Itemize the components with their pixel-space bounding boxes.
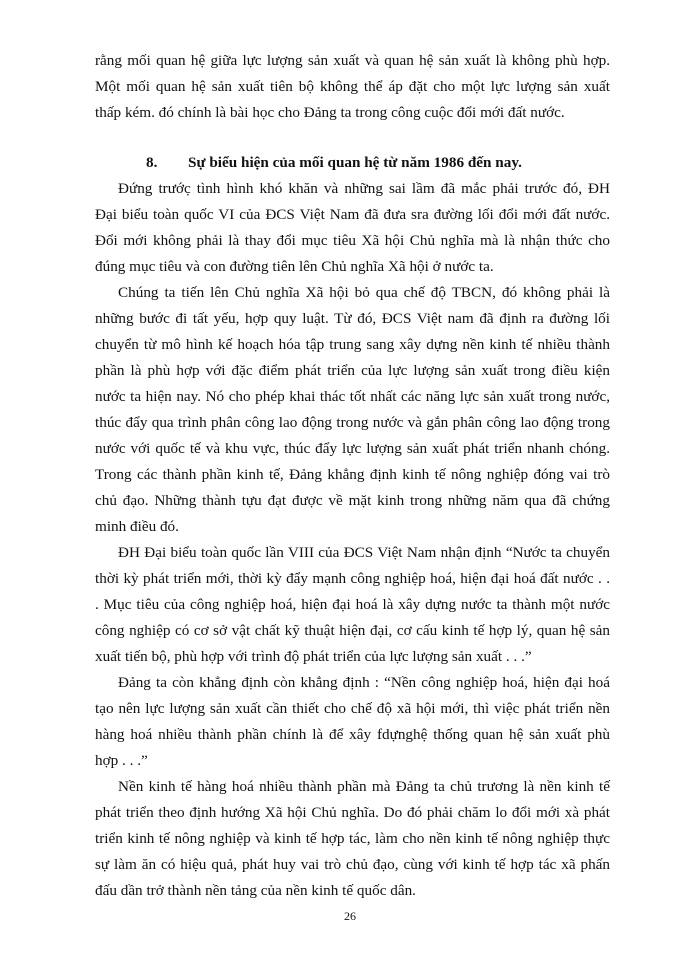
intro-line-1: rằng mối quan hệ giữa lực lượng sản xuất và quan hệ sản xuất là không phù hợp. <box>95 52 610 69</box>
p1-line-1: Đứng trước̣ tình hình khó khăn và những sai lầm đã mắc phải trước đó, ĐH <box>118 180 610 197</box>
p3-line-4: công nghiệp có cơ sở vật chất kỹ thuật hiện đại, cơ cấu kinh tế hợp lý, quan hệ sản <box>95 622 610 639</box>
p2-line-10: minh điều đó. <box>95 518 179 535</box>
p1-line-4: đúng mục tiêu và con đường tiên lên Chủ nghĩa Xã hội ở nước ta. <box>95 258 494 275</box>
p3-line-1: ĐH Đại biểu toàn quốc lần VIII của ĐCS Việt Nam nhận định “Nước ta chuyển <box>118 544 610 561</box>
p2-line-2: những bước đi tất yếu, hợp quy luật. Từ đó, ĐCS Việt nam đã định ra đường lối <box>95 310 610 327</box>
p5-line-3: triển kinh tế nông nghiệp và kinh tế hợp tác, làm cho nền kinh tế nông nghiệp thực <box>95 830 610 847</box>
p4-line-1: Đảng ta còn khẳng định còn khẳng định : “Nền công nghiệp hoá, hiện đại hoá <box>118 674 610 691</box>
intro-line-3: thấp kém. đó chính là bài học cho Đảng ta trong công cuộc đổi mới đất nước. <box>95 104 565 121</box>
p5-line-1: Nền kinh tế hàng hoá nhiều thành phần mà Đảng ta chủ trương là nền kinh tế <box>118 778 610 795</box>
p2-line-1: Chúng ta tiến lên Chủ nghĩa Xã hội bỏ qua chế độ TBCN, đó không phải là <box>118 284 610 301</box>
p2-line-7: nước với quốc tế và khu vực, thúc đẩy lực lượng sản xuất phát triển nhanh chóng. <box>95 440 610 457</box>
intro-line-2: Một mối quan hệ sản xuất tiên bộ không thể áp đặt cho một lực lượng sản xuất <box>95 78 610 95</box>
p3-line-3: . Mục tiêu của công nghiệp hoá, hiện đại hoá là xây dựng nước ta thành một nước <box>95 596 610 613</box>
section-number: 8. <box>146 154 158 171</box>
p5-line-2: phát triển theo định hướng Xã hội Chủ nghĩa. Do đó phải chăm lo đổi mới xà phát <box>95 804 610 821</box>
p2-line-9: chủ đạo. Những thành tựu đạt được về mặt kinh trong những năm qua đã chứng <box>95 492 610 509</box>
section-heading <box>146 150 610 176</box>
section-title: Sự biểu hiện của mối quan hệ từ năm 1986 đến nay. <box>188 154 522 171</box>
p4-line-4: hợp . . .” <box>95 752 148 769</box>
p5-line-5: đấu dần trở thành nền tảng của nền kinh tế quốc dân. <box>95 882 416 899</box>
p3-line-2: thời kỳ phát triển mới, thời kỳ đẩy mạnh công nghiệp hoá, hiện đại hoá đất nước . . <box>95 570 610 587</box>
p4-line-2: tạo nên lực lượng sản xuất cần thiết cho chế độ xã hội mới, thì việc phát triển nền <box>95 700 610 717</box>
page-number: 26 <box>344 909 356 923</box>
p2-line-3: chuyển từ mô hình kế hoạch hóa tập trung sang xây dựng nền kinh tế nhiều thành <box>95 336 610 353</box>
p2-line-8: Trong các thành phần kinh tế, Đảng khẳng định kinh tế nông nghiệp đóng vai trò <box>95 466 610 483</box>
p2-line-6: thúc đẩy qua trình phân công lao động trong nước và gắn phân công lao động trong <box>95 414 610 431</box>
p2-line-4: phần là phù hợp với đặc điểm phát triển của lực lượng sản xuất trong điều kiện <box>95 362 610 379</box>
p2-line-5: nước ta hiện nay. Nó cho phép khai thác tốt nhất các năng lực sản xuất trong nước, <box>95 388 610 405</box>
p3-line-5: xuất tiến bộ, phù hợp với trình độ phát triển của lực lượng sản xuất . . .” <box>95 648 532 665</box>
p1-line-3: Đổi mới không phải là thay đổi mục tiêu Xã hội Chủ nghĩa mà là nhận thức cho <box>95 232 610 249</box>
p4-line-3: hàng hoá nhiều thành phần chính là để xây fdựnghệ thống quan hệ sản xuất phù <box>95 726 610 743</box>
p1-line-2: Đại biểu toàn quốc VI của ĐCS Việt Nam đã đưa sra đường lối đổi mới đất nước. <box>95 206 610 223</box>
p5-line-4: sự làm ăn có hiệu quả, phát huy vai trò chủ đạo, cùng với kinh tế hợp tác xã phấn <box>95 856 610 873</box>
